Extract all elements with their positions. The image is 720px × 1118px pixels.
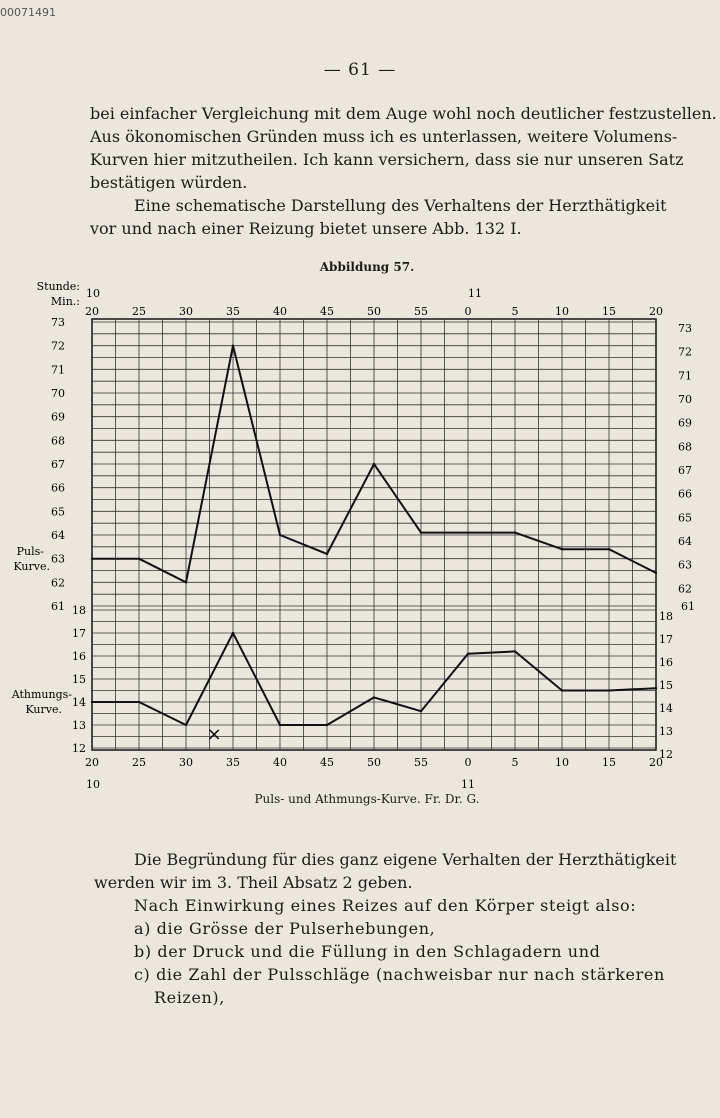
minute-tick-bottom: 20 [85,756,99,769]
respiration-curve-point [655,687,657,689]
hour-tick-bottom: 10 [86,778,100,790]
respiration-curve-label-part: Athmungs- [11,688,72,701]
respiration-curve-label-part: Kurve. [25,703,62,716]
pulse-tick-left: 65 [51,505,65,519]
figure-title: Abbildung 57. [319,260,415,274]
pulse-tick-left: 72 [51,339,65,353]
list-item: c) die Zahl der Pulsschläge (nachweisbar nur nach stärkeren [134,965,665,984]
pulse-tick-right: 64 [678,535,692,548]
text-line: Aus ökonomischen Gründen muss ich es unterlassen, weitere Volumens- [90,127,678,146]
pulse-tick-right: 72 [678,345,692,359]
list-item: a) die Grösse der Pulserhebungen, [134,919,436,938]
respiration-tick-left: 12 [72,742,86,755]
minute-tick-bottom: 40 [273,756,287,769]
respiration-tick-left: 15 [72,673,86,686]
minute-tick-top: 25 [132,305,146,318]
pulse-curve-point [561,548,563,550]
figure-caption: Puls- und Athmungs-Kurve. Fr. Dr. G. [254,792,480,806]
respiration-curve-point [514,650,516,652]
pulse-tick-left: 67 [51,458,65,471]
text-line: vor und nach einer Reizung bietet unsere Abb. 132 I. [90,219,522,238]
minute-tick-bottom: 25 [132,756,146,769]
body-paragraph [90,848,677,894]
respiration-tick-right: 17 [659,633,673,646]
minute-tick-bottom: 50 [367,756,381,769]
pulse-curve-point [185,581,187,583]
pulse-tick-left: 61 [51,600,65,613]
respiration-tick-right: 15 [659,679,673,692]
pulse-tick-left: 68 [51,434,65,448]
minute-tick-top: 5 [511,305,519,318]
pulse-tick-left: 66 [51,481,65,495]
pulse-curve-point [232,344,234,346]
scan-id: 00071491 [0,6,56,19]
minute-tick-top: 10 [555,305,569,318]
respiration-curve-point [185,724,187,726]
minute-tick-top: 55 [414,305,428,318]
pulse-curve-point [91,557,93,559]
minute-tick-bottom: 55 [414,756,428,769]
minute-tick-bottom: 10 [555,756,569,769]
axis-label-minute: Min.: [50,295,80,308]
list-item-continuation: Reizen), [154,988,225,1007]
pulse-curve-point [514,531,516,533]
axis-label-hour: Stunde: [36,280,80,293]
text-line: bei einfacher Vergleichung mit dem Auge wohl noch deutlicher festzustellen. [90,104,717,123]
pulse-respiration-chart [0,270,720,790]
respiration-curve-point [561,689,563,691]
page-number: — 61 — [323,60,397,80]
respiration-curve-point [420,710,422,712]
text-line: Kurven hier mitzutheilen. Ich kann versichern, dass sie nur unseren Satz [90,150,684,169]
respiration-curve-point [138,701,140,703]
text-line: bestätigen würden. [90,173,248,192]
respiration-curve-point [326,724,328,726]
respiration-tick-left: 14 [72,696,86,709]
pulse-curve-point [608,548,610,550]
minute-tick-bottom: 5 [511,756,519,769]
respiration-curve-point [373,696,375,698]
respiration-tick-left: 13 [72,719,86,732]
respiration-curve-point [279,724,281,726]
pulse-tick-left: 62 [51,576,65,590]
hour-tick-bottom: 11 [461,778,475,790]
minute-tick-top: 35 [226,305,240,318]
minute-tick-bottom: 30 [179,756,193,769]
pulse-curve-point [279,534,281,536]
respiration-curve-point [91,701,93,703]
pulse-curve-point [420,531,422,533]
pulse-tick-right: 67 [678,464,692,477]
respiration-tick-right: 16 [659,656,673,669]
pulse-tick-left: 69 [51,410,65,424]
respiration-tick-right: 14 [659,702,673,715]
pulse-tick-left: 64 [51,529,65,542]
pulse-curve-point [467,531,469,533]
respiration-curve-point [608,689,610,691]
minute-tick-top: 20 [649,305,663,318]
minute-tick-top: 20 [85,305,99,318]
hour-tick-top: 11 [468,287,482,300]
minute-tick-top: 0 [464,305,472,318]
pulse-curve-point [326,553,328,555]
pulse-curve-point [138,557,140,559]
pulse-tick-right: 70 [678,393,692,406]
minute-tick-bottom: 45 [320,756,334,769]
respiration-tick-left: 17 [72,627,86,640]
respiration-curve-point [467,653,469,655]
text-line: Eine schematische Darstellung des Verhaltens der Herzthätigkeit [134,196,667,215]
pulse-tick-left: 71 [51,363,65,377]
pulse-curve-label-part: Puls- [16,545,44,558]
pulse-tick-right: 63 [678,558,692,572]
pulse-curve-label-part: Kurve. [13,560,50,573]
effects-list [134,894,665,1009]
pulse-tick-right: 69 [678,416,692,430]
minute-tick-top: 50 [367,305,381,318]
pulse-tick-left: 73 [51,316,65,329]
respiration-tick-left: 16 [72,650,86,663]
minute-tick-top: 45 [320,305,334,318]
minute-tick-bottom: 15 [602,756,616,769]
text-line: werden wir im 3. Theil Absatz 2 geben. [94,873,413,892]
pulse-tick-left: 70 [51,387,65,400]
respiration-tick-left: 18 [72,604,86,617]
respiration-tick-right: 13 [659,725,673,738]
minute-tick-bottom: 0 [464,756,472,769]
text-line: Die Begründung für dies ganz eigene Verhalten der Herzthätigkeit [134,850,677,869]
pulse-tick-left: 63 [51,552,65,566]
minute-tick-bottom: 35 [226,756,240,769]
intro-paragraph [90,102,717,240]
pulse-tick-right: 65 [678,511,692,525]
list-intro: Nach Einwirkung eines Reizes auf den Körper steigt also: [134,896,637,915]
respiration-tick-right: 18 [659,610,673,623]
pulse-tick-right: 73 [678,322,692,335]
list-item: b) der Druck und die Füllung in den Schlagadern und [134,942,601,961]
pulse-tick-right: 68 [678,440,692,454]
stimulus-marker: × [206,724,222,746]
minute-tick-top: 30 [179,305,193,318]
pulse-curve-point [373,463,375,465]
hour-tick-top: 10 [86,287,100,300]
respiration-curve-point [232,632,234,634]
minute-tick-top: 15 [602,305,616,318]
minute-tick-bottom: 20 [649,756,663,769]
pulse-tick-right: 61 [681,600,695,613]
respiration-tick-right: 12 [659,748,673,761]
pulse-tick-right: 62 [678,582,692,596]
pulse-curve-point [655,572,657,574]
minute-tick-top: 40 [273,305,287,318]
pulse-tick-right: 66 [678,487,692,501]
pulse-tick-right: 71 [678,369,692,383]
